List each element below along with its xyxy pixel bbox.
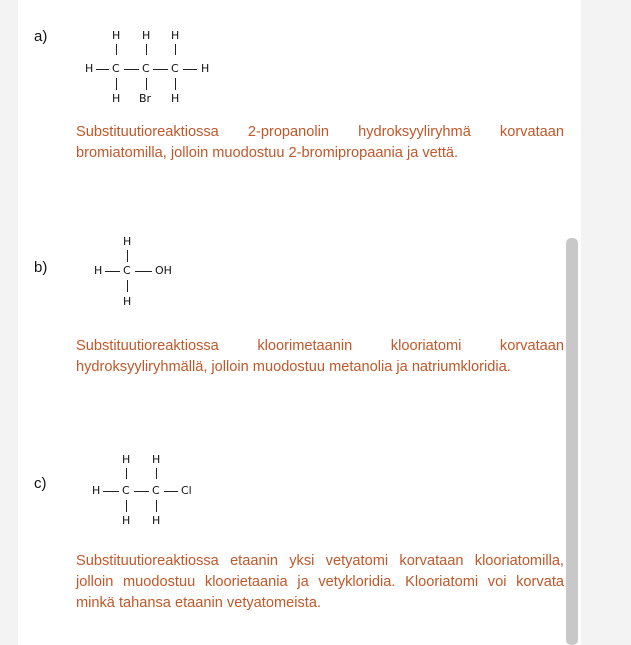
- atom-br: Br: [139, 92, 152, 105]
- bond: [183, 69, 197, 70]
- atom-h: H: [85, 62, 94, 75]
- bond: [175, 44, 176, 55]
- section-a-description: Substituutioreaktiossa 2-propanolin hydroksyyliryhmä korvataan bromiatomilla, jolloin muodostuu 2-bromipropaania ja vettä.: [76, 124, 564, 161]
- atom-h: H: [112, 92, 121, 105]
- atom-h: H: [171, 92, 180, 105]
- atom-cl: Cl: [181, 484, 192, 497]
- bond: [146, 78, 147, 90]
- atom-h: H: [171, 29, 180, 42]
- structural-formula-chloroethane: [92, 454, 202, 534]
- atom-h: H: [122, 453, 131, 466]
- bond: [103, 491, 119, 492]
- atom-h: H: [92, 484, 101, 497]
- bond: [124, 69, 139, 70]
- bond: [156, 500, 157, 512]
- bond: [105, 271, 120, 272]
- atom-h: H: [94, 264, 103, 277]
- bond: [96, 69, 109, 70]
- bond: [127, 250, 128, 262]
- atom-h: H: [112, 29, 121, 42]
- atom-h: H: [122, 514, 131, 527]
- bond: [127, 280, 128, 292]
- section-b-description: Substituutioreaktiossa kloorimetaanin klooriatomi korvataan hydroksyyliryhmällä, jolloin muodostuu metanolia ja natriumkloridia.: [76, 338, 564, 375]
- bond: [146, 44, 147, 55]
- bond: [135, 271, 152, 272]
- atom-h: H: [123, 295, 132, 308]
- structural-formula-2-bromopropane: [85, 30, 225, 110]
- atom-oh: OH: [155, 264, 172, 277]
- atom-h: H: [152, 453, 161, 466]
- atom-h: H: [142, 29, 151, 42]
- section-c-label: c): [34, 475, 47, 492]
- vertical-scrollbar[interactable]: [566, 238, 578, 645]
- bond: [116, 44, 117, 55]
- bond: [134, 491, 149, 492]
- atom-c: C: [152, 484, 160, 497]
- bond: [175, 78, 176, 90]
- bond: [164, 491, 178, 492]
- section-a-label: a): [34, 28, 48, 45]
- atom-h: H: [201, 62, 210, 75]
- bond: [156, 468, 157, 479]
- atom-h: H: [152, 514, 161, 527]
- atom-c: C: [171, 62, 179, 75]
- bond: [126, 468, 127, 479]
- bond: [126, 500, 127, 512]
- section-c-description: Substituutioreaktiossa etaanin yksi vetyatomi korvataan klooriatomilla, jolloin muodostuu kloorietaania ja vetykloridia. Klooriatomi voi korvata minkä tahansa etaanin vetyatomeista.: [76, 553, 564, 611]
- atom-h: H: [123, 235, 132, 248]
- section-b-label: b): [34, 259, 48, 276]
- bond: [116, 78, 117, 90]
- structural-formula-methanol: [94, 236, 194, 316]
- atom-c: C: [123, 264, 131, 277]
- atom-c: C: [112, 62, 120, 75]
- bond: [153, 69, 168, 70]
- atom-c: C: [142, 62, 150, 75]
- atom-c: C: [122, 484, 130, 497]
